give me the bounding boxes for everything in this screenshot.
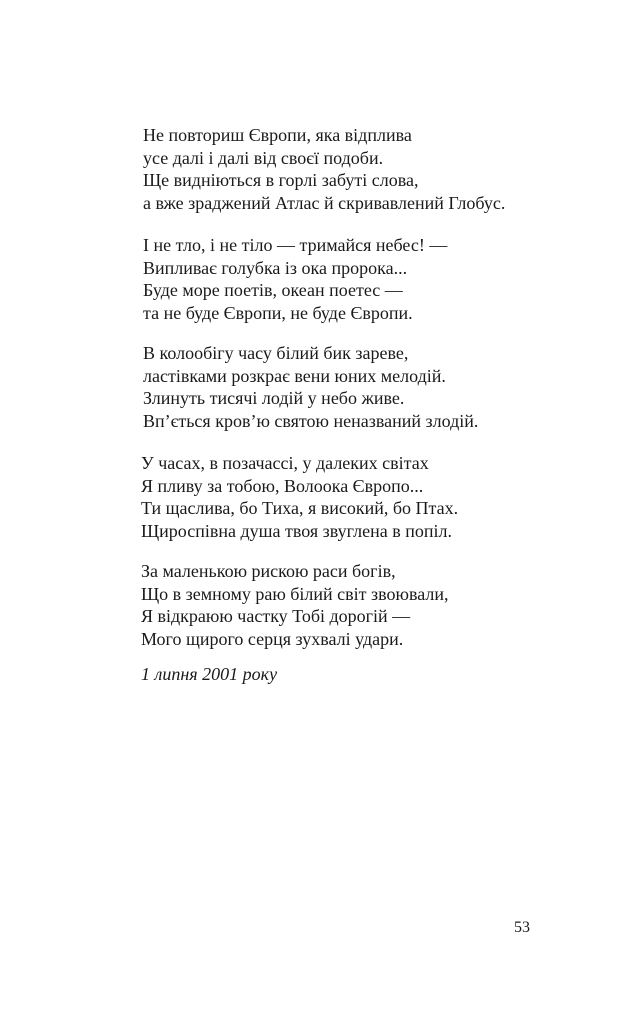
poem-line: У часах, в позачассі, у далеких світах [141,453,429,473]
poem-line: І не тло, і не тіло — тримайся небес! — [143,235,448,255]
poem-line: Я пливу за тобою, Волоока Європо... [141,475,424,496]
poem-line: а вже зраджений Атлас й скривавлений Глобус. [143,192,506,213]
poem-line: Ти щаслива, бо Тиха, я високий, бо Птах. [141,498,459,518]
poem-line: Випливає голубка із ока пророка... [143,257,408,278]
poem-line: ластівками розкрає вени юних мелодій. [143,365,446,386]
poem-line: Буде море поетів, океан поетес — [143,280,403,300]
poem-date: 1 липня 2001 року [141,664,278,684]
poem-line: Вп’ється кров’ю святою неназваний злодій. [143,410,479,431]
poem-line: Я відкраюю частку Тобі дорогій — [141,606,411,626]
poem-line: усе далі і далі від своєї подоби. [143,147,384,168]
stanza-1 [143,124,505,214]
stanza-4 [141,452,458,542]
poem-line: Щироспівна душа твоя звуглена в попіл. [141,520,452,541]
stanza-5 [141,560,449,650]
poem-line: Злинуть тисячі лодій у небо живе. [143,388,405,408]
poem-line: та не буде Європи, не буде Європи. [143,302,413,323]
poem-line: В колообігу часу білий бик зареве, [143,343,409,363]
stanza-3 [143,342,478,432]
poem-line: Мого щирого серця зухвалі удари. [141,628,404,649]
poem-line: Ще видніються в горлі забуті слова, [143,170,419,190]
page-number: 53 [514,919,530,936]
stanza-2 [143,234,447,324]
poem-line: Не повториш Європи, яка відплива [143,125,412,145]
poem-line: Що в земному раю білий світ звоювали, [141,583,449,604]
poem-line: За маленькою рискою раси богів, [141,561,396,581]
